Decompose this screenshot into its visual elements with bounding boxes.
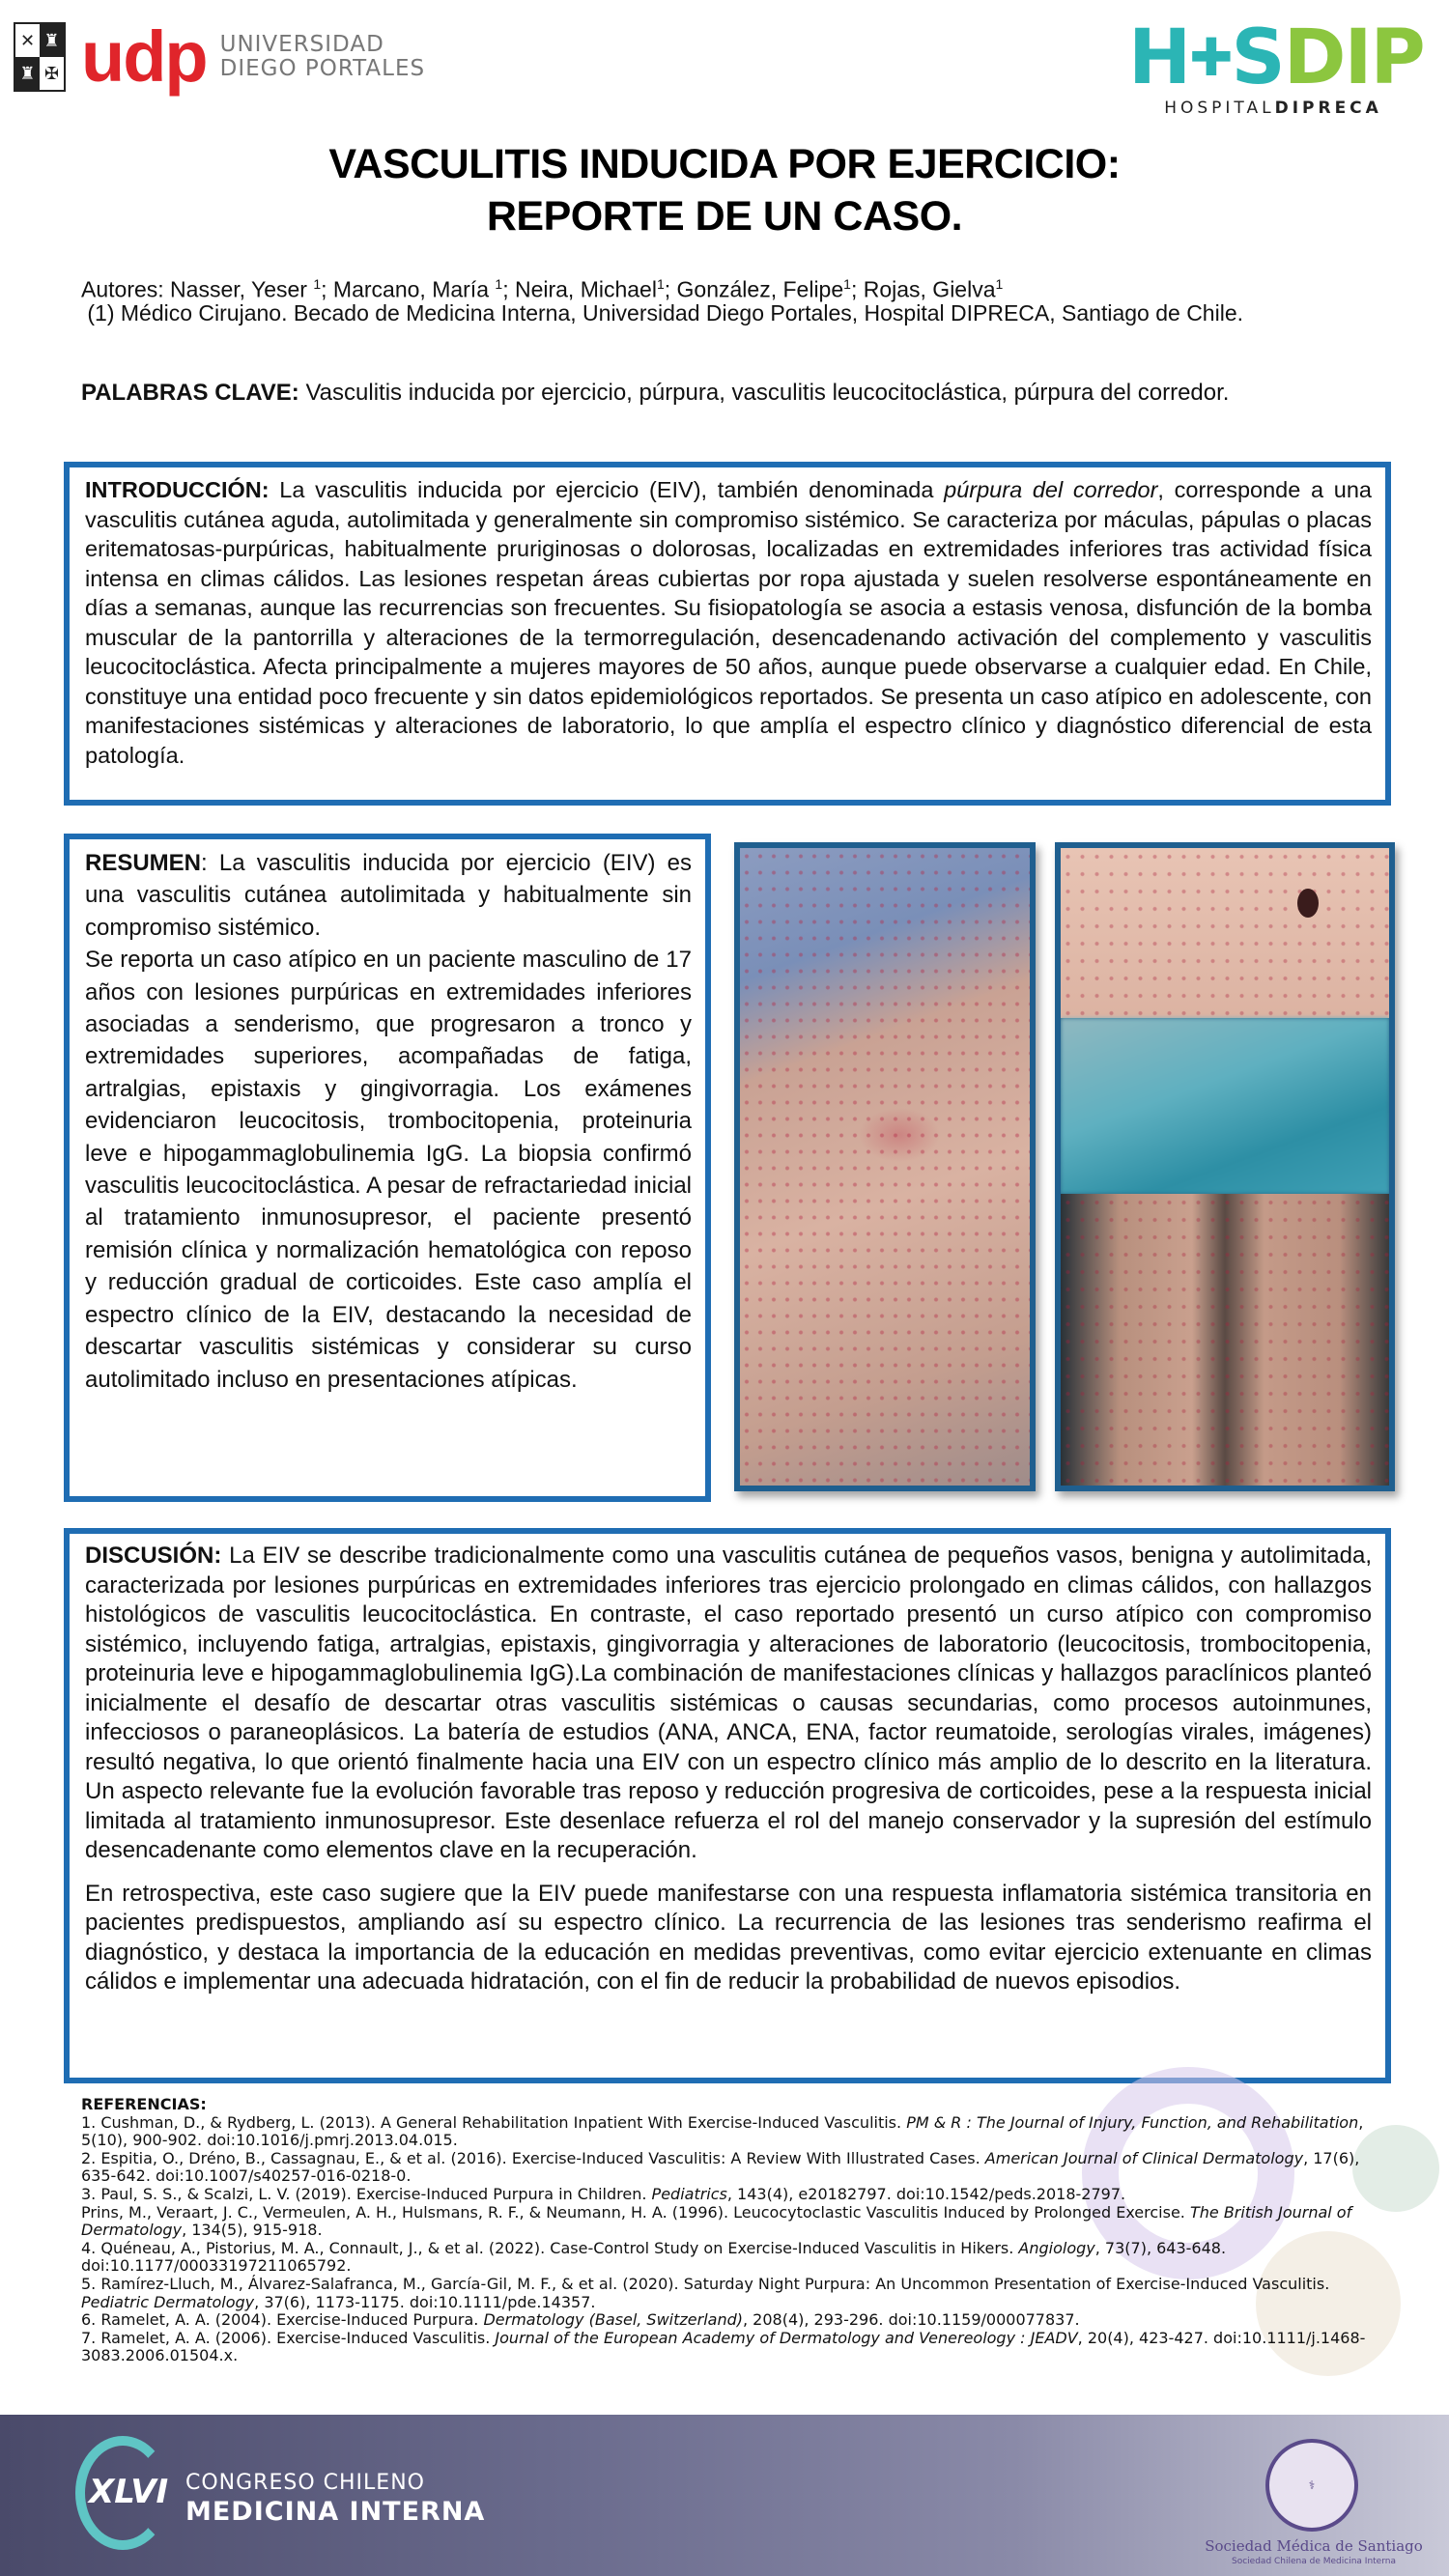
hosdip-wordmark: H✚SDIP bbox=[1128, 14, 1424, 101]
society-name: Sociedad Médica de Santiago bbox=[1205, 2537, 1423, 2555]
discussion-text-2: En retrospectiva, este caso sugiere que la EIV puede manifestarse con una respuesta inflamatoria sistémica transitoria en pacientes predispuestos, ampliando así su espectro clínico. La recurrencia de las lesiones tras senderismo reafirma el diagnóstico, y destaca la importancia de la educación en medidas preventivas, como evitar ejercicio extenuante en climas cálidos e implementar una adecuada hidratación, con el fin de reducir la probabilidad de nuevos episodios. bbox=[85, 1880, 1372, 1995]
reference-item: 6. Ramelet, A. A. (2004). Exercise-Induced Purpura. Dermatology (Basel, Switzerland), 208(4), 293-296. doi:10.1159/000077837. bbox=[81, 2310, 1080, 2330]
cross-icon: ✚ bbox=[1189, 27, 1232, 88]
introduction-text: INTRODUCCIÓN: La vasculitis inducida por ejercicio (EIV), también denominada púrpura del corredor, corresponde a una vasculitis cutánea aguda, autolimitada y generalmente sin compromiso sistémico. Se caracteriza por máculas, pápulas o placas eritematosas-purpúricas, habitualmente pruriginosas o dolorosas, localizadas en extremidades inferiores tras actividad física intensa en climas cálidos. Las lesiones respetan áreas cubiertas por ropa ajustada y suelen resolverse espontáneamente en días a semanas, aunque las recurrencias son frecuentes. Su fisiopatología se asocia a estasis venosa, disfunción de la bomba muscular de la pantorrilla y alteraciones de la termorregulación, desencadenando activación del complemento y vasculitis leucocitoclástica. Afecta principalmente a mujeres mayores de 50 años, aunque puede observarse a cualquier edad. En Chile, constituye una entidad poco frecuente y sin datos epidemiológicos reportados. Se presenta un caso atípico en adolescente, con manifestaciones sistémicas y alteraciones de laboratorio, lo que amplía el espectro clínico y diagnóstico diferencial de esta patología. bbox=[85, 477, 1372, 768]
reference-item: 1. Cushman, D., & Rydberg, L. (2013). A General Rehabilitation Inpatient With Exercise-Induced Vasculitis. PM & R : The Journal of Injury, Function, and Rehabilitation, 5(10), 900-902. doi:10.1016/j.pmrj.2013.04.015. bbox=[81, 2112, 1364, 2150]
poster-title: VASCULITIS INDUCIDA POR EJERCICIO: REPORTE DE UN CASO. bbox=[328, 141, 1121, 240]
hosdip-logo bbox=[1128, 14, 1424, 118]
summary-text-2: Se reporta un caso atípico en un paciente masculino de 17 años con lesiones purpúricas en extremidades inferiores asociadas a senderismo, que progresaron a tronco y extremidades superiores, acompañadas de fatiga, artralgias, epistaxis y gingivorragia. Los exámenes evidenciaron leucocitosis, trombocitopenia, proteinuria leve e hipogammaglobulinemia IgG. La biopsia confirmó vasculitis leucocitoclástica. A pesar de refractariedad inicial al tratamiento inmunosupresor, el paciente presentó remisión clínica y normalización hematológica con reposo y reducción gradual de corticoides. Este caso amplía el espectro clínico de la EIV, destacando la necesidad de descartar vasculitis sistémicas y considerar su curso autolimitado incluso en presentaciones atípicas. bbox=[85, 947, 692, 1393]
reference-item: 5. Ramírez-Lluch, M., Álvarez-Salafranca, M., García-Gil, M. F., & et al. (2020). Saturday Night Purpura: An Uncommon Presentation of Exercise-Induced Vasculitis. Pediatric Dermatology, 37(6), 1173-1175. doi:10.1111/pde.14357. bbox=[81, 2274, 1330, 2311]
society-seal-icon: ⚕ bbox=[1265, 2439, 1358, 2532]
udp-logo bbox=[14, 16, 426, 97]
society-subtitle: Sociedad Chilena de Medicina Interna bbox=[1232, 2557, 1396, 2566]
introduction-box bbox=[64, 462, 1391, 806]
reference-item: 2. Espitia, O., Dréno, B., Cassagnau, E., & et al. (2016). Exercise-Induced Vasculitis: A Review With Illustrated Cases. American Journal of Clinical Dermatology, 17(6), 635-642. doi:10.1007/s40257-016-0218-0. bbox=[81, 2148, 1360, 2186]
references-heading: REFERENCIAS: bbox=[81, 2095, 207, 2113]
discussion-box bbox=[64, 1528, 1391, 2083]
blurred-region bbox=[1061, 1018, 1389, 1194]
udp-wordmark: udp bbox=[81, 16, 207, 97]
discussion-text: DISCUSIÓN: La EIV se describe tradicionalmente como una vasculitis cutánea de pequeños vasos, benigna y autolimitada, caracterizada por lesiones purpúricas en extremidades inferiores tras ejercicio prolongado en climas cálidos, con hallazgos histológicos de vasculitis leucocitoclástica. En contraste, el caso reportado presentó un curso atípico con compromiso sistémico, incluyendo fatiga, artralgias, epistaxis, gingivorragia y alteraciones de laboratorio (leucocitosis, trombocitopenia, proteinuria leve e hipogammaglobulinemia IgG).La combinación de manifestaciones clínicas y hallazgos paraclínicos planteó inicialmente el desafío de descartar otras vasculitis sistémicas o causas secundarias, como procesos autoinmunes, infecciosos o paraneoplásicos. La batería de estudios (ANA, ANCA, ENA, factor reumatoide, serologías virales, imágenes) resultó negativa, lo que orientó finalmente hacia una EIV con un espectro clínico más amplio de lo descrito en la literatura. Un aspecto relevante fue la evolución favorable tras reposo y reducción progresiva de corticoides, pese a la respuesta inicial limitada al tratamiento inmunosupresor. Este desenlace refuerza el rol del manejo conservador y la supresión del estímulo desencadenante como elementos clave en la recuperación. bbox=[85, 1543, 1372, 1863]
references bbox=[81, 2096, 1385, 2365]
summary-box bbox=[64, 834, 711, 1502]
reference-item: 4. Quéneau, A., Pistorius, M. A., Connault, J., & et al. (2022). Case-Control Study on Exercise-Induced Vasculitis in Hikers. Angiology, 73(7), 643-648. doi:10.1177/00033197211065792. bbox=[81, 2238, 1227, 2276]
clinical-photo-back bbox=[734, 842, 1036, 1491]
summary-text: RESUMEN: La vasculitis inducida por ejercicio (EIV) es una vasculitis cutánea autolimitada y habitualmente sin compromiso sistémico. bbox=[85, 850, 692, 941]
clinical-photo-legs bbox=[1055, 842, 1395, 1491]
authors-line: Autores: Nasser, Yeser $^1$; Marcano, María $^1$; Neira, Michael$^1$; González, Felipe$^1$; Rojas, Gielva$^1$ bbox=[81, 276, 1004, 302]
affiliation-line: (1) Médico Cirujano. Becado de Medicina Interna, Universidad Diego Portales, Hospital DIPRECA, Santiago de Chile. bbox=[87, 300, 1243, 326]
reference-item: 7. Ramelet, A. A. (2006). Exercise-Induced Vasculitis. Journal of the European Academy of Dermatology and Venereology : JEADV, 20(4), 423-427. doi:10.1111/j.1468-3083.2006.01504.x. bbox=[81, 2328, 1366, 2365]
keywords: PALABRAS CLAVE: Vasculitis inducida por ejercicio, púrpura, vasculitis leucocitoclástica, púrpura del corredor. bbox=[81, 380, 1230, 406]
hosdip-subtitle: HOSPITALDIPRECA bbox=[1164, 99, 1382, 118]
reference-item: Prins, M., Veraart, J. C., Vermeulen, A. H., Hulsmans, R. F., & Neumann, H. A. (1996). Leucocytoclastic Vasculitis Induced by Prolonged Exercise. The British Journal of Dermatology, 134(5), 915-918. bbox=[81, 2202, 1352, 2240]
congress-name: CONGRESO CHILENO MEDICINA INTERNA bbox=[185, 2471, 486, 2527]
reference-item: 3. Paul, S. S., & Scalzi, L. V. (2019). Exercise-Induced Purpura in Children. Pediatrics, 143(4), e20182797. doi:10.1542/peds.2018-2797. bbox=[81, 2184, 1126, 2203]
congress-logo-icon: XLVI bbox=[75, 2436, 170, 2550]
udp-subtitle: UNIVERSIDAD DIEGO PORTALES bbox=[219, 32, 426, 81]
udp-crest-icon: ✕ ♜ ♜ ✠ bbox=[14, 22, 66, 92]
